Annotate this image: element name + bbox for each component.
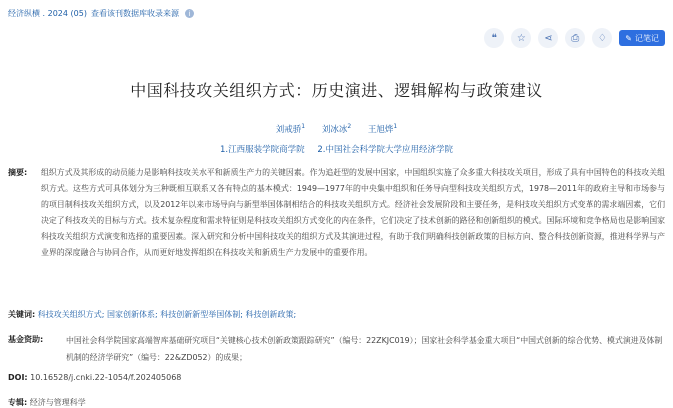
- take-notes-button[interactable]: [619, 30, 665, 46]
- take-notes-label: 记笔记: [635, 33, 659, 43]
- share-icon[interactable]: ⋖: [538, 28, 558, 48]
- source-line: [8, 8, 194, 19]
- pencil-icon: ✎: [625, 33, 632, 43]
- article-toolbar: [484, 28, 665, 48]
- bell-icon[interactable]: ♢: [592, 28, 612, 48]
- keywords-row: [8, 309, 296, 320]
- journal-source[interactable]: 经济纵横 . 2024 (05): [8, 9, 87, 18]
- info-icon[interactable]: i: [185, 9, 194, 18]
- keyword-link[interactable]: 国家创新体系;: [107, 310, 158, 319]
- check-index-link[interactable]: 查看该刊数据库收录来源: [90, 9, 179, 18]
- article-title: 中国科技攻关组织方式：历史演进、逻辑解构与政策建议: [130, 81, 543, 100]
- subject-row: [8, 397, 86, 408]
- affiliation-link[interactable]: 1.江西服装学院商学院: [220, 145, 305, 155]
- fund-label: 基金资助:: [8, 335, 44, 344]
- keyword-link[interactable]: 科技创新新型举国体制;: [160, 310, 243, 319]
- doi-value: 10.16528/j.cnki.22-1054/f.202405068: [30, 373, 182, 382]
- affiliation-link[interactable]: 2.中国社会科学院大学应用经济学院: [317, 145, 453, 155]
- star-icon[interactable]: ☆: [511, 28, 531, 48]
- fund-text: 中国社会科学院国家高端智库基础研究项目“关键核心技术创新政策跟踪研究”（编号：22ZKJC019）；国家社会科学基金重大项目“中国式创新的综合优势、模式演进及体制机制的经济学研究”（编号：22&ZD052）的成果；: [66, 336, 663, 362]
- affiliation-list: [0, 143, 673, 155]
- quote-icon[interactable]: ❝: [484, 28, 504, 48]
- author-link[interactable]: 刘冰冰$^2$: [321, 123, 352, 135]
- print-icon[interactable]: ⎙: [565, 28, 585, 48]
- keyword-link[interactable]: 科技创新政策;: [245, 310, 297, 319]
- subject-value: 经济与管理科学: [29, 398, 86, 407]
- author-list: [0, 123, 673, 135]
- subject-label: 专辑:: [8, 398, 28, 407]
- keywords-label: 关键词:: [8, 310, 36, 319]
- author-link[interactable]: 刘戒骄$^1$: [275, 123, 306, 135]
- doi-label: DOI:: [8, 373, 28, 382]
- doi-row: [8, 373, 181, 382]
- author-link[interactable]: 王旭烨$^1$: [367, 123, 398, 135]
- keyword-link[interactable]: 科技攻关组织方式;: [37, 310, 105, 319]
- abstract-text: 组织方式及其形成的动员能力是影响科技攻关水平和新质生产力的关键因素。作为追赶型的发展中国家，中国组织实施了众多重大科技攻关项目，形成了具有中国特色的科技攻关组织方式。这些方式可具体划分为三种既相互联系又各有特点的基本模式：1949—1977年的中央集中组织和任务导向型科技攻关组织方式，1978—2011年的政府主导和市场参与的项目制科技攻关组织方式，以及2012年以来市场导向与新型举国体制相结合的科技攻关组织方式。经济社会发展阶段和主要任务，是科技攻关组织方式变革的需求端因素，它们决定了科技攻关的目标与方式。技术复杂程度和需求特征则是科技攻关组织方式变化的内在条件，它们决定了技术创新的路径和创新组织的模式。国际环境和竞争格局也是影响国家科技攻关组织方式演变和选择的重要因素。深入研究和分析中国科技攻关的组织方式及其演进过程，有助于我们明确科技创新政策的目标方向、整合科技创新资源，推进科学界与产业界的深度融合与协同合作，从而更好地发挥组织在科技攻关和新质生产力发展中的重要作用。: [41, 168, 665, 257]
- abstract-label: 摘要:: [8, 168, 28, 177]
